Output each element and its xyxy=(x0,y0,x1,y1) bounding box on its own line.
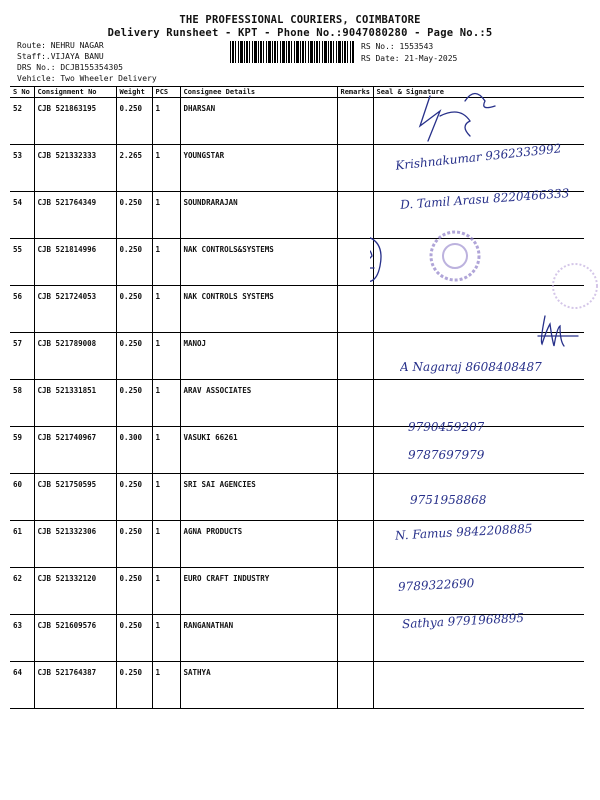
row-signature xyxy=(373,98,584,145)
row-sno: 58 xyxy=(10,380,34,427)
row-consignee: SRI SAI AGENCIES xyxy=(180,474,337,521)
row-signature xyxy=(373,380,584,427)
row-consignee: NAK CONTROLS&SYSTEMS xyxy=(180,239,337,286)
table-row xyxy=(10,615,584,662)
row-remarks xyxy=(337,662,373,709)
row-weight: 0.250 xyxy=(116,615,152,662)
row-consignment-no: CJB 521789008 xyxy=(34,333,116,380)
runsheet-title: Delivery Runsheet - KPT - Phone No.:9047080280 - Page No.:5 xyxy=(107,27,493,39)
row-sno: 61 xyxy=(10,521,34,568)
row-pcs: 1 xyxy=(152,192,180,239)
row-weight: 0.250 xyxy=(116,380,152,427)
row-sno: 63 xyxy=(10,615,34,662)
row-weight: 0.250 xyxy=(116,286,152,333)
row-consignee: SATHYA xyxy=(180,662,337,709)
row-pcs: 1 xyxy=(152,427,180,474)
row-consignment-no: CJB 521332120 xyxy=(34,568,116,615)
row-weight: 2.265 xyxy=(116,145,152,192)
row-weight: 0.250 xyxy=(116,568,152,615)
row-pcs: 1 xyxy=(152,286,180,333)
row-sno: 62 xyxy=(10,568,34,615)
col-sno: S No xyxy=(10,87,34,98)
row-consignee: SOUNDRARAJAN xyxy=(180,192,337,239)
row-consignment-no: CJB 521332333 xyxy=(34,145,116,192)
row-signature xyxy=(373,662,584,709)
table-row xyxy=(10,333,584,380)
rs-number: RS No.: 1553543 xyxy=(361,42,434,51)
table-header-row xyxy=(10,87,584,98)
row-pcs: 1 xyxy=(152,474,180,521)
row-pcs: 1 xyxy=(152,380,180,427)
row-consignment-no: CJB 521814996 xyxy=(34,239,116,286)
row-pcs: 1 xyxy=(152,145,180,192)
handwritten-signature: Sathya 9791968895 xyxy=(401,610,525,632)
row-consignee: AGNA PRODUCTS xyxy=(180,521,337,568)
row-sno: 57 xyxy=(10,333,34,380)
col-consignee: Consignee Details xyxy=(180,87,337,98)
row-consignee: EURO CRAFT INDUSTRY xyxy=(180,568,337,615)
row-sno: 54 xyxy=(10,192,34,239)
row-sno: 64 xyxy=(10,662,34,709)
row-remarks xyxy=(337,427,373,474)
row-consignee: VASUKI 66261 xyxy=(180,427,337,474)
table-row xyxy=(10,98,584,145)
row-signature xyxy=(373,615,584,662)
row-remarks xyxy=(337,474,373,521)
table-row xyxy=(10,239,584,286)
barcode-icon xyxy=(230,41,354,63)
row-weight: 0.250 xyxy=(116,474,152,521)
table-row xyxy=(10,192,584,239)
row-remarks xyxy=(337,192,373,239)
row-sno: 53 xyxy=(10,145,34,192)
table-row xyxy=(10,521,584,568)
handwritten-signature: 9787697979 xyxy=(408,448,485,462)
handwritten-signature: Krishnakumar 9362333992 xyxy=(394,141,563,173)
table-row xyxy=(10,427,584,474)
row-sno: 59 xyxy=(10,427,34,474)
row-pcs: 1 xyxy=(152,615,180,662)
table-row xyxy=(10,380,584,427)
table-row xyxy=(10,145,584,192)
drs-number: DRS No.: DCJB155354305 xyxy=(17,63,123,72)
row-consignment-no: CJB 521863195 xyxy=(34,98,116,145)
company-title: THE PROFESSIONAL COURIERS, COIMBATORE xyxy=(179,14,421,26)
row-consignee: DHARSAN xyxy=(180,98,337,145)
row-remarks xyxy=(337,333,373,380)
row-signature xyxy=(373,286,584,333)
row-sno: 60 xyxy=(10,474,34,521)
row-weight: 0.300 xyxy=(116,427,152,474)
row-signature xyxy=(373,568,584,615)
row-consignment-no: CJB 521332306 xyxy=(34,521,116,568)
row-remarks xyxy=(337,521,373,568)
row-weight: 0.250 xyxy=(116,239,152,286)
table-row xyxy=(10,662,584,709)
row-consignment-no: CJB 521764349 xyxy=(34,192,116,239)
row-signature xyxy=(373,474,584,521)
row-pcs: 1 xyxy=(152,98,180,145)
vehicle-label: Vehicle: Two Wheeler Delivery xyxy=(17,74,157,83)
row-consignment-no: CJB 521764387 xyxy=(34,662,116,709)
row-signature xyxy=(373,145,584,192)
row-signature xyxy=(373,239,584,286)
handwritten-signature: 9789322690 xyxy=(397,576,475,594)
col-pcs: PCS xyxy=(152,87,180,98)
row-weight: 0.250 xyxy=(116,98,152,145)
handwritten-signature: 9751958868 xyxy=(410,493,487,507)
col-consignment: Consignment No xyxy=(34,87,116,98)
row-remarks xyxy=(337,568,373,615)
handwritten-signature: A Nagaraj 8608408487 xyxy=(400,360,542,374)
row-consignment-no: CJB 521740967 xyxy=(34,427,116,474)
row-pcs: 1 xyxy=(152,333,180,380)
handwritten-signature: N. Famus 9842208885 xyxy=(394,521,533,543)
row-pcs: 1 xyxy=(152,239,180,286)
row-weight: 0.250 xyxy=(116,192,152,239)
row-signature xyxy=(373,333,584,380)
row-remarks xyxy=(337,239,373,286)
row-consignee: NAK CONTROLS SYSTEMS xyxy=(180,286,337,333)
row-consignment-no: CJB 521609576 xyxy=(34,615,116,662)
handwritten-signature: 9790459207 xyxy=(408,420,485,434)
row-remarks xyxy=(337,380,373,427)
row-pcs: 1 xyxy=(152,662,180,709)
row-sno: 52 xyxy=(10,98,34,145)
col-signature: Seal & Signature xyxy=(373,87,584,98)
col-remarks: Remarks xyxy=(337,87,373,98)
route-label: Route: NEHRU NAGAR xyxy=(17,41,104,50)
rs-date: RS Date: 21-May-2025 xyxy=(361,54,458,63)
row-signature xyxy=(373,192,584,239)
row-remarks xyxy=(337,286,373,333)
row-sno: 55 xyxy=(10,239,34,286)
row-consignee: ARAV ASSOCIATES xyxy=(180,380,337,427)
row-consignee: MANOJ xyxy=(180,333,337,380)
row-remarks xyxy=(337,615,373,662)
staff-label: Staff:.VIJAYA BANU xyxy=(17,52,104,61)
row-sno: 56 xyxy=(10,286,34,333)
row-consignment-no: CJB 521331851 xyxy=(34,380,116,427)
row-consignee: RANGANATHAN xyxy=(180,615,337,662)
row-consignee: YOUNGSTAR xyxy=(180,145,337,192)
row-consignment-no: CJB 521724053 xyxy=(34,286,116,333)
handwritten-signature: D. Tamil Arasu 8220466333 xyxy=(399,186,570,212)
row-signature xyxy=(373,427,584,474)
row-remarks xyxy=(337,145,373,192)
row-signature xyxy=(373,521,584,568)
table-row xyxy=(10,286,584,333)
row-pcs: 1 xyxy=(152,521,180,568)
row-consignment-no: CJB 521750595 xyxy=(34,474,116,521)
table-row xyxy=(10,474,584,521)
row-weight: 0.250 xyxy=(116,662,152,709)
row-weight: 0.250 xyxy=(116,521,152,568)
row-weight: 0.250 xyxy=(116,333,152,380)
table-row xyxy=(10,568,584,615)
runsheet-table xyxy=(10,86,584,709)
col-weight: Weight xyxy=(116,87,152,98)
row-remarks xyxy=(337,98,373,145)
row-pcs: 1 xyxy=(152,568,180,615)
